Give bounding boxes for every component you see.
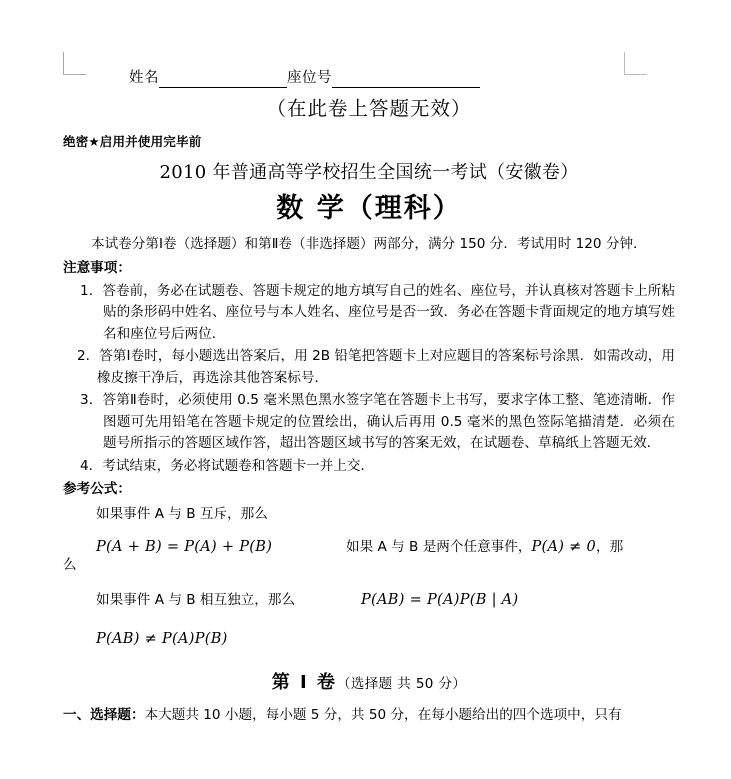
multiple-choice-head: 一、选择题： xyxy=(63,707,145,723)
addition-rule-formula: P(A + B) = P(A) + P(B) xyxy=(96,539,273,555)
reference-formulas-block xyxy=(63,479,675,650)
conditional-probability-formula: P(AB) = P(A)P(B | A) xyxy=(361,592,519,608)
formula-row-addition xyxy=(63,535,675,555)
any-events-text-hang: 么 xyxy=(63,557,77,573)
p-a-nonzero-formula: P(A) ≠ 0 xyxy=(531,539,596,555)
multiple-choice-body: 本大题共 10 小题，每小题 5 分，共 50 分，在每小题给出的四个选项中，只有 xyxy=(144,707,622,723)
exam-title: 2010 年普通高等学校招生全国统一考试（安徽卷） xyxy=(159,162,579,183)
volume-one-sublabel: （选择题 共 50 分） xyxy=(336,676,467,692)
seat-number-label: 座位号 xyxy=(287,70,332,86)
volume-one-heading xyxy=(63,670,675,697)
notice-item: 2．答第Ⅰ卷时，每小题选出答案后，用 2B 铅笔把答题卡上对应题目的答案标号涂黑．如需改动，用橡皮擦干净后，再选涂其他答案标号． xyxy=(77,348,675,386)
paper-structure-paragraph: 本试卷分第Ⅰ卷（选择题）和第Ⅱ卷（非选择题）两部分，满分 150 分．考试用时 120 分钟． xyxy=(91,236,647,252)
mutually-exclusive-text: 如果事件 A 与 B 互斥，那么 xyxy=(96,506,268,522)
notice-item: 4．考试结束，务必将试题卷和答题卡一并上交． xyxy=(80,457,375,474)
volume-one-label: 第 Ⅰ 卷 xyxy=(271,672,337,693)
any-events-text-lead: 如果 A 与 B 是两个任意事件， xyxy=(346,539,532,555)
document-content xyxy=(63,68,675,726)
identity-line xyxy=(129,68,675,88)
notice-item: 1．答卷前，务必在试题卷、答题卡规定的地方填写自己的姓名、座位号，并认真核对答题卡上所粘贴的条形码中姓名、座位号与本人姓名、座位号是否一致．务必在答题卡背面规定的地方填写姓名和座位号后两位． xyxy=(80,282,675,342)
reference-formulas-label: 参考公式： xyxy=(63,481,131,497)
confidential-line: 绝密★启用并使用完毕前 xyxy=(63,134,202,149)
any-events-text-tail: ，那 xyxy=(596,539,624,555)
formula-row-independent xyxy=(63,588,675,608)
seat-number-write-in-rule[interactable] xyxy=(332,72,480,88)
multiple-choice-section-intro xyxy=(63,705,675,726)
non-independent-formula: P(AB) ≠ P(A)P(B) xyxy=(96,631,228,647)
name-label: 姓名 xyxy=(129,70,159,86)
answer-invalid-note: （在此卷上答题无效） xyxy=(266,97,472,120)
notice-list xyxy=(63,281,675,478)
notice-item: 3．答第Ⅱ卷时，必须使用 0.5 毫米黑色黑水签字笔在答题卡上书写，要求字体工整、笔迹清晰．作图题可先用铅笔在答题卡规定的位置绘出，确认后再用 0.5 毫米的黑色签际笔描清楚．必须在题号所指示的答题区域作答，超出答题区域书写的答案无效，在试题卷、草稿纸上答题无效． xyxy=(80,392,675,451)
subject-title: 数 学（理科） xyxy=(276,193,462,224)
name-write-in-rule[interactable] xyxy=(159,72,287,88)
independent-events-text: 如果事件 A 与 B 相互独立，那么 xyxy=(96,592,296,608)
notice-label: 注意事项： xyxy=(63,259,131,276)
any-events-text xyxy=(346,535,675,555)
